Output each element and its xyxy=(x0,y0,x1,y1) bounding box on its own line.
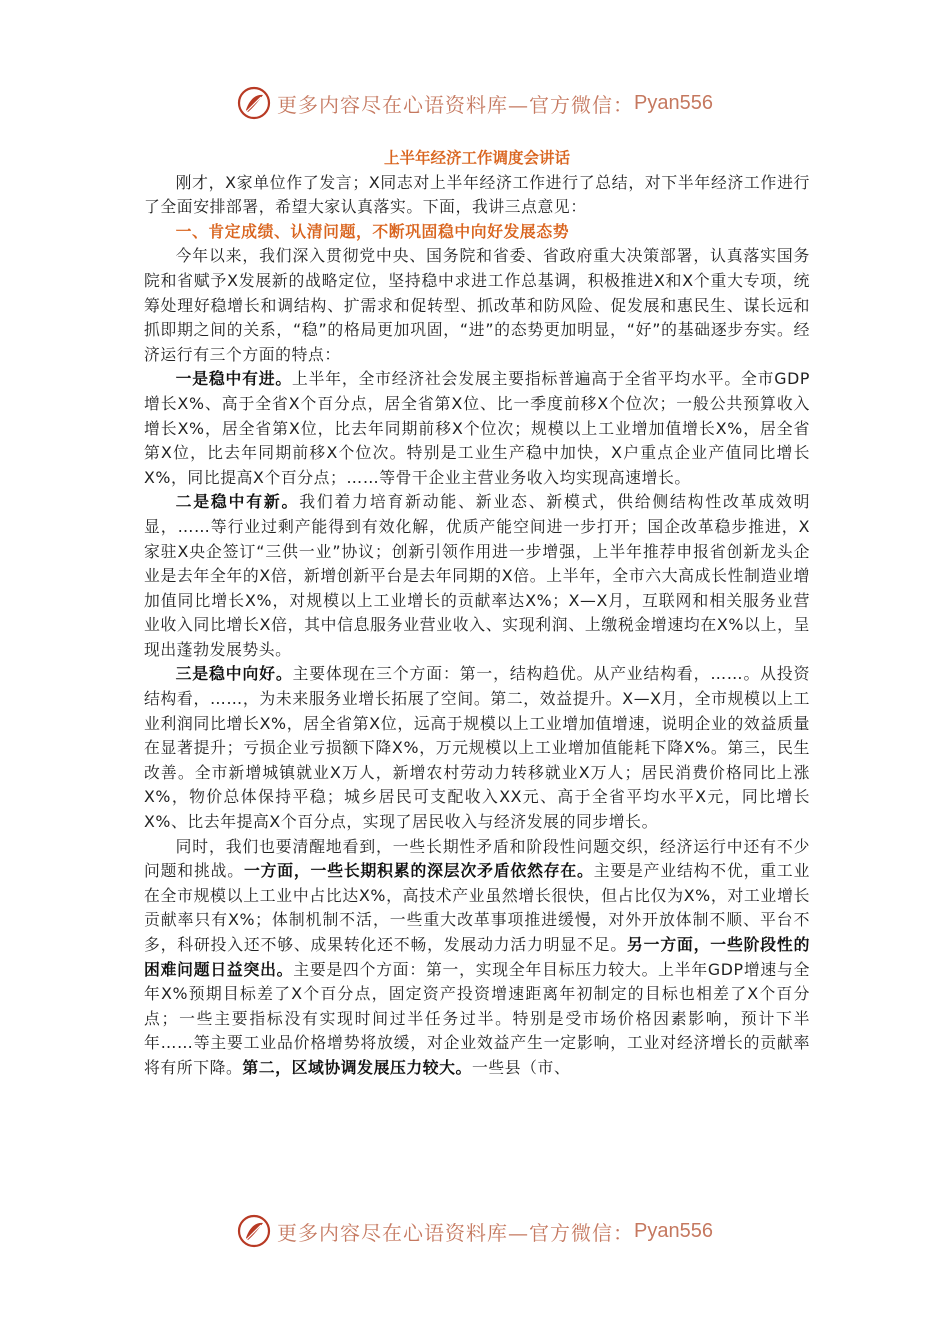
text-problems-a: 同时，我们也要清醒地看到，一些长期性矛盾和阶段性问题交织，经济运行中还有不少问题和挑战。 xyxy=(144,836,810,881)
text-problems-e: 主要是四个方面：第一，实现全年目标压力较大。上半年GDP增速与全年X%预期目标差了X个百分点，固定资产投资增速距离年初制定的目标也相差了X个百分点；一些主要指标没有实现时间过半任务过半。特别是受市场价格因素影响，预计下半年……等主要工业品价格增势将放缓，对企业效益产生一定影响，工业对经济增长的贡献率将有所下降。 xyxy=(144,959,810,1077)
banner-text: 更多内容尽在心语资料库—官方微信： xyxy=(277,92,635,117)
text-stable-good: 主要体现在三个方面：第一，结构趋优。从产业结构看，……。从投资结构看，……，为未来服务业增长拓展了空间。第二，效益提升。X—X月，全市规模以上工业利润同比增长X%，居全省第X位，远高于规模以上工业增加值增速，说明企业的效益质量在显著提升；亏损企业亏损额下降X%，万元规模以上工业增加值能耗下降X%。第三，民生改善。全市新增城镇就业X万人，新增农村劳动力转移就业X万人；居民消费价格同比上涨X%，物价总体保持平稳；城乡居民可支配收入XX元、高于全省平均水平X元，同比增长X%、比去年提高X个百分点，实现了居民收入与经济发展的同步增长。 xyxy=(144,664,810,832)
lead-problems-d: 另一方面，一些阶段性的困难问题日益突出。 xyxy=(144,935,810,979)
text-stable-progress: 上半年，全市经济社会发展主要指标普遍高于全省平均水平。全市GDP增长X%、高于全省X个百分点，居全省第X位、比一季度前移X个位次；一般公共预算收入增长X%，居全省第X位，比去年同期前移X个位次；规模以上工业增加值增长X%，居全省第X位，比去年同期前移X个位次。特别是工业生产稳中加快，X户重点企业产值同比增长X%，同比提高X个百分点；……等骨干企业主营业务收入均实现高速增长。 xyxy=(144,369,811,487)
footer-banner xyxy=(0,1210,950,1252)
paragraph-stable-good xyxy=(144,662,810,834)
logo-icon xyxy=(237,86,271,120)
banner-text: 更多内容尽在心语资料库—官方微信： xyxy=(277,1220,635,1245)
banner-wechat-id: Pyan556 xyxy=(634,1219,713,1242)
text-problems-g: 一些县（市、 xyxy=(471,1057,571,1077)
lead-stable-new: 二是稳中有新。 xyxy=(175,492,300,512)
lead-stable-good: 三是稳中向好。 xyxy=(175,664,293,684)
document-body xyxy=(144,146,810,1081)
lead-problems-b: 一方面，一些长期积累的深层次矛盾依然存在。 xyxy=(243,861,594,881)
paragraph-problems xyxy=(144,835,810,1081)
section-heading-1: 一、肯定成绩、认清问题，不断巩固稳中向好发展态势 xyxy=(175,221,570,241)
logo-icon xyxy=(237,1214,271,1248)
lead-stable-progress: 一是稳中有进。 xyxy=(175,369,293,389)
document-title: 上半年经济工作调度会讲话 xyxy=(383,149,570,167)
paragraph-overview: 今年以来，我们深入贯彻党中央、国务院和省委、省政府重大决策部署，认真落实国务院和省赋予X发展新的战略定位，坚持稳中求进工作总基调，积极推进X和X个重大专项，统筹处理好稳增长和调结构、扩需求和促转型、抓改革和防风险、促发展和惠民生、谋长远和抓即期之间的关系，“稳”的格局更加巩固，“进”的态势更加明显，“好”的基础逐步夯实。经济运行有三个方面的特点： xyxy=(144,246,810,364)
banner-wechat-id: Pyan556 xyxy=(634,91,713,114)
text-problems-c: 主要是产业结构不优，重工业在全市规模以上工业中占比达X%，高技术产业虽然增长很快，但占比仅为X%，对工业增长贡献率只有X%；体制机制不活，一些重大改革事项推进缓慢，对外开放体制不顺、平台不多，科研投入还不够、成果转化还不畅，发展动力活力明显不足。 xyxy=(144,861,810,954)
paragraph-stable-progress xyxy=(144,367,810,490)
header-banner xyxy=(0,82,950,124)
intro-paragraph: 刚才，X家单位作了发言；X同志对上半年经济工作进行了总结，对下半年经济工作进行了全面安排部署，希望大家认真落实。下面，我讲三点意见： xyxy=(144,172,810,217)
lead-problems-f: 第二，区域协调发展压力较大。 xyxy=(242,1057,472,1077)
text-stable-new: 我们着力培育新动能、新业态、新模式，供给侧结构性改革成效明显，……等行业过剩产能得到有效化解，优质产能空间进一步打开；国企改革稳步推进，X家驻X央企签订“三供一业”协议；创新引领作用进一步增强，上半年推荐申报省创新龙头企业是去年全年的X倍，新增创新平台是去年同期的X倍。上半年，全市六大高成长性制造业增加值同比增长X%，对规模以上工业增长的贡献率达X%；X—X月，互联网和相关服务业营业收入同比增长X倍，其中信息服务业营业收入、实现利润、上缴税金增速均在X%以上，呈现出蓬勃发展势头。 xyxy=(144,492,811,659)
paragraph-stable-new xyxy=(144,490,810,662)
